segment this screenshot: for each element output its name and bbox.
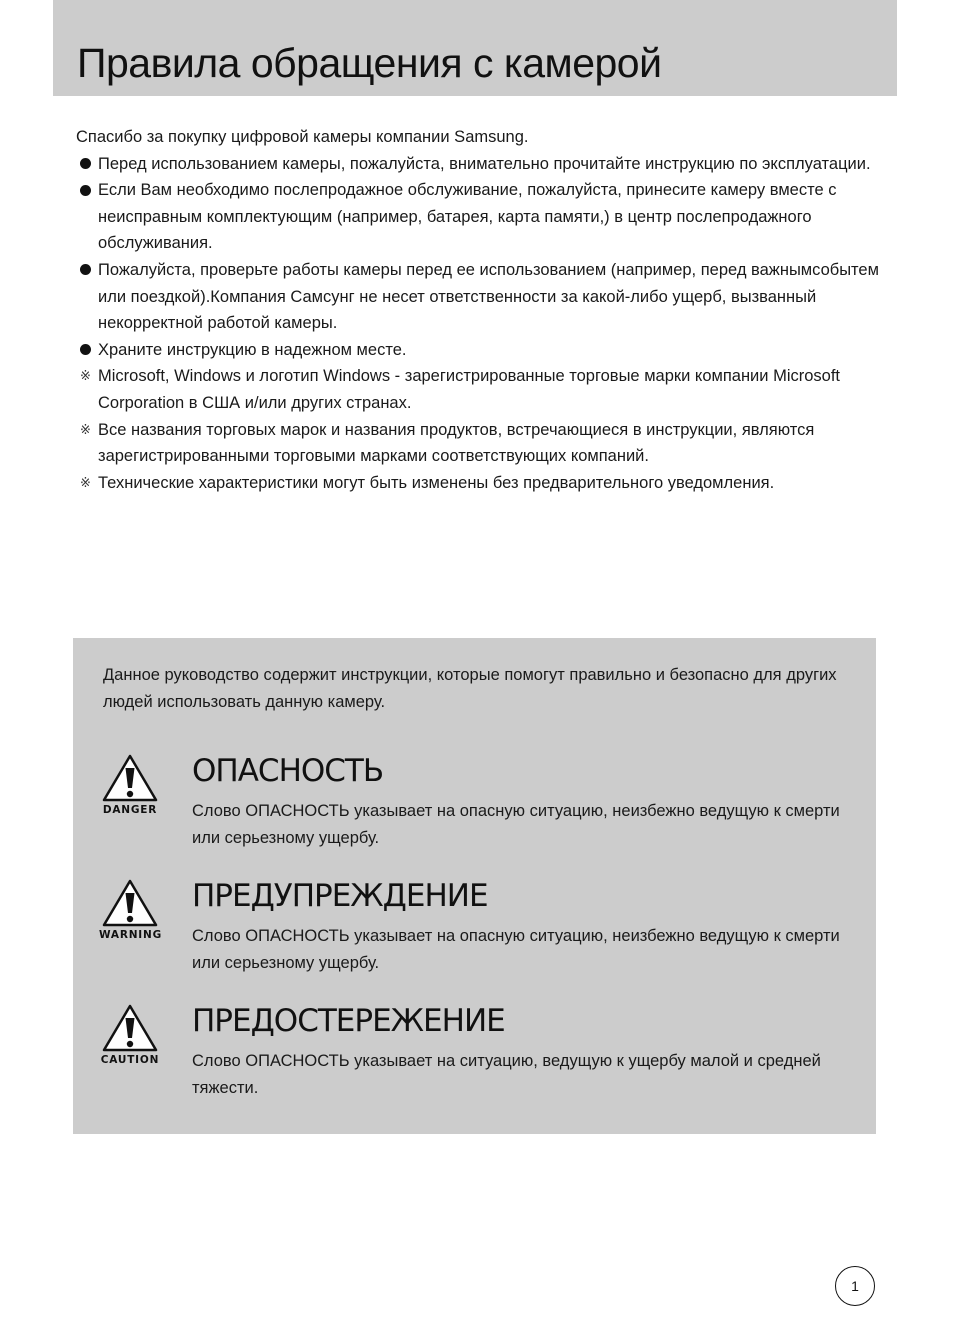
- warning-icon-label: WARNING: [99, 929, 163, 941]
- warning-section: [73, 878, 876, 988]
- caution-icon-label: CAUTION: [100, 1054, 160, 1066]
- bullet-dot-icon: [80, 337, 96, 364]
- intro-thanks: Спасибо за покупку цифровой камеры компании Samsung.: [76, 128, 529, 146]
- danger-sign: [99, 753, 161, 816]
- bullet-dot-icon: [80, 151, 96, 178]
- danger-title: ОПАСНОСТЬ: [192, 753, 384, 789]
- danger-text: Слово ОПАСНОСТЬ указывает на опасную ситуацию, неизбежно ведущую к смерти или серьезному ущербу.: [192, 802, 840, 847]
- warning-sign: [99, 878, 161, 941]
- caution-icon: [101, 1003, 159, 1053]
- caution-section: [73, 1003, 876, 1113]
- caution-text: Слово ОПАСНОСТЬ указывает на ситуацию, ведущую к ущербу малой и средней тяжести.: [192, 1052, 821, 1097]
- bullet-list: [76, 151, 886, 497]
- danger-icon-label: DANGER: [102, 804, 158, 816]
- caution-title: ПРЕДОСТЕРЕЖЕНИЕ: [192, 1003, 505, 1039]
- page-title: Правила обращения с камерой: [77, 40, 662, 86]
- caution-sign: [99, 1003, 161, 1066]
- intro-section: [76, 124, 886, 496]
- header-band: [53, 0, 897, 96]
- warning-title: ПРЕДУПРЕЖДЕНИЕ: [192, 878, 488, 914]
- note-item: ※ Все названия торговых марок и названия продуктов, встречающиеся в инструкции, являются зарегистрированными торговыми марками соответствующих компаний.: [76, 417, 886, 470]
- safety-intro: Данное руководство содержит инструкции, которые помогут правильно и безопасно для других людей использовать данную камеру.: [103, 666, 837, 711]
- note-item: ※ Microsoft, Windows и логотип Windows - зарегистрированные торговые марки компании Microsoft Corporation в США и/или других странах.: [76, 363, 886, 416]
- danger-section: [73, 753, 876, 863]
- list-item: Пожалуйста, проверьте работы камеры перед ее использованием (например, перед важнымсобытем или поездкой).Компания Самсунг не несет ответственности за какой-либо ущерб, вызванный некорректной работой камеры.: [76, 257, 886, 337]
- page-number: 1: [835, 1266, 875, 1306]
- note-item: ※ Технические характеристики могут быть изменены без предварительного уведомления.: [76, 470, 886, 497]
- bullet-dot-icon: [80, 177, 96, 204]
- bullet-dot-icon: [80, 257, 96, 284]
- danger-icon: [101, 753, 159, 803]
- warning-icon: [101, 878, 159, 928]
- warning-text: Слово ОПАСНОСТЬ указывает на опасную ситуацию, неизбежно ведущую к смерти или серьезному ущербу.: [192, 927, 840, 972]
- list-item: Храните инструкцию в надежном месте.: [76, 337, 886, 364]
- list-item: Перед использованием камеры, пожалуйста, внимательно прочитайте инструкцию по эксплуатации.: [76, 151, 886, 178]
- list-item: Если Вам необходимо послепродажное обслуживание, пожалуйста, принесите камеру вместе с неисправным комплектующим (например, батарея, карта памяти,) в центр послепродажного обслуживания.: [76, 177, 886, 257]
- reference-mark-icon: ※: [80, 474, 91, 490]
- reference-mark-icon: ※: [80, 421, 91, 437]
- safety-box: [73, 638, 876, 1134]
- reference-mark-icon: ※: [80, 368, 91, 384]
